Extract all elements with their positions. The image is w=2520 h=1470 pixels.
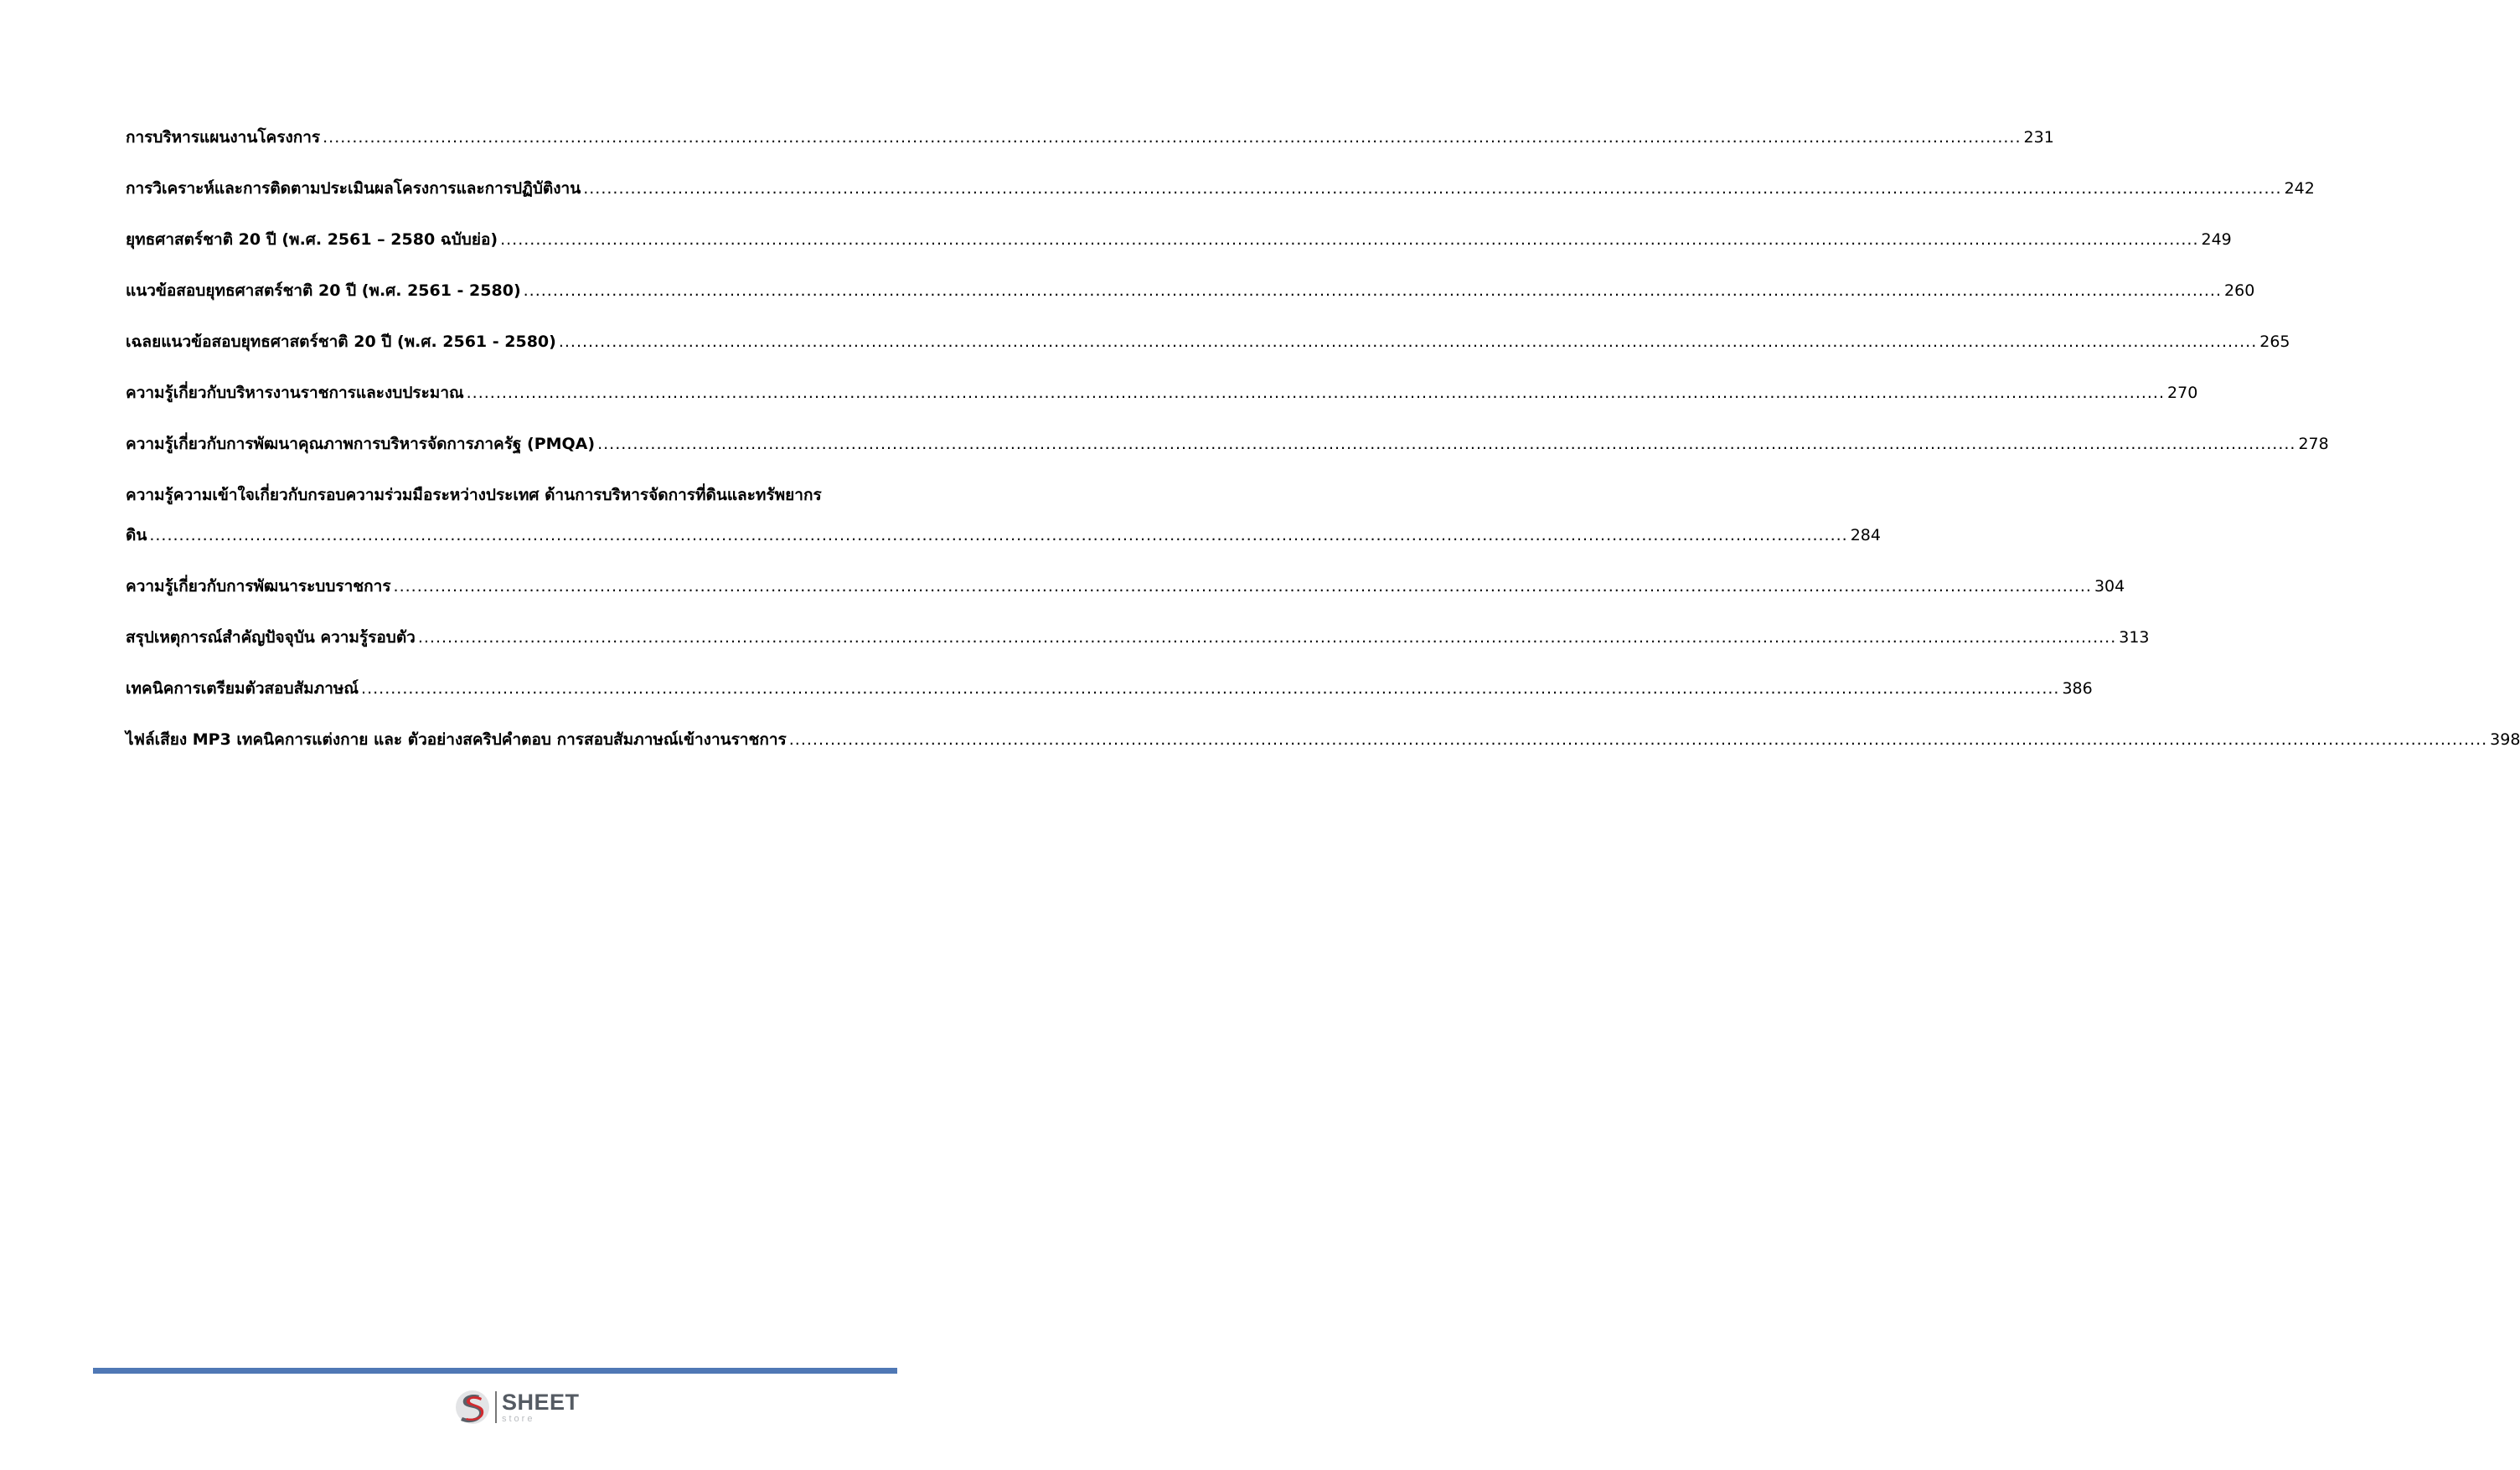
toc-entry-title-line1: ความรู้ความเข้าใจเกี่ยวกับกรอบความร่วมมือระหว่างประเทศ ด้านการบริหารจัดการที่ดินและทรัพยากร: [126, 486, 822, 504]
toc-dot-leader: [524, 281, 2222, 302]
toc-entry-page: 265: [2259, 333, 2290, 351]
toc-entry-title: ความรู้เกี่ยวกับการพัฒนาระบบราชการ: [126, 577, 391, 596]
toc-entry-page: 260: [2224, 281, 2255, 300]
toc-entry-title: สรุปเหตุการณ์สำคัญปัจจุบัน ความรู้รอบตัว: [126, 628, 416, 647]
toc-entry-page: 386: [2062, 679, 2093, 698]
toc-dot-leader: [467, 383, 2165, 404]
toc-dot-leader: [500, 230, 2198, 250]
logo-word: SHEET: [502, 1389, 580, 1415]
toc-entry[interactable]: [126, 678, 2093, 699]
toc-dot-leader: [559, 332, 2257, 353]
toc-entry[interactable]: [126, 178, 2315, 199]
toc-entry-page: 398: [2490, 730, 2520, 749]
toc-entry[interactable]: [126, 383, 2198, 404]
toc-dot-leader: [323, 127, 2021, 148]
toc-dot-leader: [789, 730, 2487, 750]
toc-entry-title: ความรู้เกี่ยวกับบริหารงานราชการและงบประมาณ: [126, 384, 464, 402]
toc-entry-page: 270: [2167, 384, 2198, 402]
logo-text: [502, 1391, 580, 1424]
toc-entry[interactable]: [126, 485, 1881, 546]
toc-entry-page: 313: [2119, 628, 2150, 647]
toc-dot-leader: [597, 434, 2295, 455]
sheet-store-logo: [453, 1387, 596, 1427]
toc-dot-leader: [361, 678, 2059, 699]
toc-entry-title-wrap: [126, 485, 1881, 546]
toc-dot-leader: [583, 178, 2281, 199]
toc-entry-title: ความรู้เกี่ยวกับการพัฒนาคุณภาพการบริหารจัดการภาครัฐ (PMQA): [126, 435, 596, 453]
toc-entry-page: 284: [1850, 526, 1881, 544]
toc-dot-leader: [149, 525, 1847, 546]
logo-divider: [495, 1391, 497, 1423]
table-of-contents: [126, 127, 2520, 781]
toc-entry[interactable]: [126, 434, 2329, 455]
toc-entry-title: การบริหารแผนงานโครงการ: [126, 128, 321, 147]
toc-entry-title: การวิเคราะห์และการติดตามประเมินผลโครงการและการปฏิบัติงาน: [126, 179, 581, 198]
toc-entry[interactable]: [126, 127, 2054, 148]
toc-dot-leader: [394, 576, 2092, 597]
toc-entry[interactable]: [126, 627, 2150, 648]
toc-entry-page: 249: [2201, 230, 2232, 249]
toc-entry-title-line2: ดิน: [126, 526, 147, 544]
sheet-store-s-logo-icon: [453, 1388, 492, 1426]
toc-entry-page: 278: [2298, 435, 2329, 453]
toc-entry-page: 242: [2284, 179, 2315, 198]
toc-entry[interactable]: [126, 576, 2125, 597]
toc-entry-page: 304: [2094, 577, 2125, 596]
toc-entry-page: 231: [2023, 128, 2054, 147]
toc-entry[interactable]: [126, 332, 2290, 353]
toc-entry-title: แนวข้อสอบยุทธศาสตร์ชาติ 20 ปี (พ.ศ. 2561 - 2580): [126, 281, 521, 300]
toc-entry-title: ไฟล์เสียง MP3 เทคนิคการแต่งกาย และ ตัวอย่างสคริปคำตอบ การสอบสัมภาษณ์เข้างานราชการ: [126, 730, 787, 749]
toc-entry-title-line2-row: [126, 525, 1881, 546]
toc-entry[interactable]: [126, 281, 2255, 302]
toc-entry[interactable]: [126, 730, 2520, 750]
logo-sub: store: [502, 1413, 535, 1424]
toc-dot-leader: [418, 627, 2116, 648]
toc-entry[interactable]: [126, 230, 2232, 250]
footer-rule: [93, 1368, 897, 1374]
toc-entry-title: เฉลยแนวข้อสอบยุทธศาสตร์ชาติ 20 ปี (พ.ศ. 2561 - 2580): [126, 333, 556, 351]
toc-entry-title: เทคนิคการเตรียมตัวสอบสัมภาษณ์: [126, 679, 359, 698]
toc-entry-title: ยุทธศาสตร์ชาติ 20 ปี (พ.ศ. 2561 – 2580 ฉบับย่อ): [126, 230, 498, 249]
